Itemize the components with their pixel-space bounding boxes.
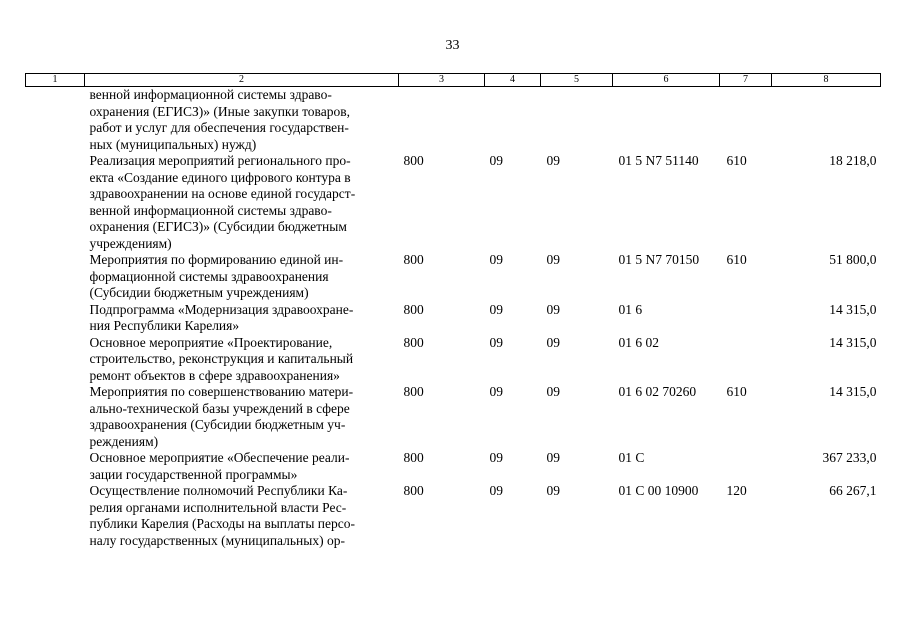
column-header-7: 7 — [720, 74, 772, 87]
cell-c7: 610 — [726, 384, 747, 399]
cell-c6: 01 С — [618, 450, 645, 465]
name-line: Основное мероприятие «Обеспечение реали- — [89, 450, 350, 465]
table-row — [26, 335, 881, 385]
name-line: реждениям) — [89, 433, 159, 449]
cell-c5: 09 — [546, 334, 560, 350]
cell-name — [85, 153, 399, 252]
table-row — [26, 252, 881, 302]
header-row — [26, 74, 881, 87]
cell-c6: 01 6 02 70260 — [618, 384, 697, 399]
cell-col1 — [26, 153, 85, 252]
cell-c8: 66 267,1 — [829, 483, 877, 498]
cell-c5: 09 — [546, 301, 560, 317]
cell-c6: 01 6 02 — [618, 334, 659, 350]
cell-c8: 367 233,0 — [822, 450, 877, 465]
cell-c8: 14 315,0 — [829, 384, 877, 399]
column-header-2: 2 — [85, 74, 399, 87]
name-line: здравоохранения (Субсидии бюджетным уч- — [89, 417, 346, 432]
name-line: публики Карелия (Расходы на выплаты персо- — [89, 516, 355, 531]
cell-c3: 800 — [403, 301, 424, 317]
cell-c8: 14 315,0 — [829, 301, 877, 317]
name-line: Основное мероприятие «Проектирование, — [89, 334, 333, 350]
cell-c5: 09 — [546, 483, 560, 498]
cell-c3: 800 — [403, 384, 424, 399]
name-line: венной информационной системы здраво- — [89, 87, 332, 102]
cell-c7 — [720, 87, 772, 154]
table-row — [26, 384, 881, 450]
name-line: охранения (ЕГИСЗ)» (Субсидии бюджетным — [89, 219, 347, 234]
cell-c8: 14 315,0 — [829, 334, 877, 350]
column-header-4: 4 — [485, 74, 541, 87]
cell-c7 — [720, 335, 772, 385]
name-line: здравоохранении на основе единой государст- — [89, 186, 356, 201]
cell-c6: 01 5 N7 70150 — [618, 252, 700, 267]
cell-c4 — [485, 87, 541, 154]
cell-c5: 09 — [546, 384, 560, 399]
cell-c5: 09 — [546, 450, 560, 465]
cell-col1 — [26, 302, 85, 335]
cell-name — [85, 87, 399, 154]
cell-c3: 800 — [403, 252, 424, 267]
name-line: Подпрограмма «Модернизация здравоохране- — [89, 301, 354, 317]
cell-c5: 09 — [546, 153, 560, 168]
cell-c8: 51 800,0 — [829, 252, 877, 267]
cell-c4: 09 — [489, 450, 503, 465]
cell-c4: 09 — [489, 301, 503, 317]
table-row — [26, 87, 881, 154]
table-row — [26, 153, 881, 252]
cell-c4: 09 — [489, 483, 503, 498]
cell-col1 — [26, 483, 85, 549]
cell-c4: 09 — [489, 252, 503, 267]
cell-col1 — [26, 450, 85, 483]
cell-c8 — [772, 87, 881, 154]
page-number: 33 — [445, 38, 460, 53]
column-header-8: 8 — [772, 74, 881, 87]
cell-name — [85, 450, 399, 483]
table-row — [26, 302, 881, 335]
name-line: ремонт объектов в сфере здравоохранения» — [89, 367, 340, 383]
column-header-6: 6 — [613, 74, 720, 87]
name-line: работ и услуг для обеспечения государствен- — [89, 120, 349, 135]
name-line: Мероприятия по совершенствованию матери- — [89, 384, 354, 399]
name-line: формационной системы здравоохранения — [89, 268, 329, 284]
cell-c5: 09 — [546, 252, 560, 267]
cell-c8: 18 218,0 — [829, 153, 877, 168]
column-header-3: 3 — [399, 74, 485, 87]
cell-c3: 800 — [403, 483, 424, 498]
cell-c7 — [720, 302, 772, 335]
cell-name — [85, 335, 399, 385]
cell-name — [85, 252, 399, 302]
name-line: ния Республики Карелия» — [89, 318, 240, 333]
cell-c4: 09 — [489, 384, 503, 399]
cell-c6: 01 5 N7 51140 — [618, 153, 699, 168]
table-body — [26, 87, 881, 550]
cell-c7: 610 — [726, 252, 747, 267]
name-line: Мероприятия по формированию единой ин- — [89, 252, 344, 267]
cell-c3: 800 — [403, 153, 424, 168]
cell-c3: 800 — [403, 334, 424, 350]
name-line: налу государственных (муниципальных) ор- — [89, 532, 345, 548]
cell-name — [85, 384, 399, 450]
name-line: екта «Создание единого цифрового контура в — [89, 169, 351, 185]
name-line: учреждениям) — [89, 235, 172, 251]
name-line: ально-технической базы учреждений в сфере — [89, 400, 350, 416]
cell-c6: 01 6 — [618, 301, 643, 317]
cell-col1 — [26, 384, 85, 450]
cell-name — [85, 483, 399, 549]
table-row — [26, 450, 881, 483]
column-header-1: 1 — [26, 74, 85, 87]
cell-c7: 610 — [726, 153, 747, 168]
name-line: Реализация мероприятий регионального про- — [89, 153, 351, 168]
cell-c3: 800 — [403, 450, 424, 465]
cell-col1 — [26, 87, 85, 154]
column-header-5: 5 — [541, 74, 613, 87]
cell-col1 — [26, 335, 85, 385]
name-line: (Субсидии бюджетным учреждениям) — [89, 285, 309, 300]
name-line: охранения (ЕГИСЗ)» (Иные закупки товаров, — [89, 103, 350, 119]
cell-c7 — [720, 450, 772, 483]
name-line: венной информационной системы здраво- — [89, 202, 332, 218]
name-line: ных (муниципальных) нужд) — [89, 136, 257, 152]
cell-c7: 120 — [726, 483, 747, 498]
cell-c6: 01 С 00 10900 — [618, 483, 699, 498]
table-row — [26, 483, 881, 549]
name-line: зации государственной программы» — [89, 466, 298, 482]
budget-table — [25, 73, 881, 549]
cell-col1 — [26, 252, 85, 302]
name-line: релия органами исполнительной власти Рес- — [89, 499, 347, 515]
name-line: Осуществление полномочий Республики Ка- — [89, 483, 348, 498]
name-line: строительство, реконструкция и капитальный — [89, 351, 354, 366]
cell-c5 — [541, 87, 613, 154]
cell-c3 — [399, 87, 485, 154]
cell-name — [85, 302, 399, 335]
cell-c6 — [613, 87, 720, 154]
cell-c4: 09 — [489, 334, 503, 350]
cell-c4: 09 — [489, 153, 503, 168]
